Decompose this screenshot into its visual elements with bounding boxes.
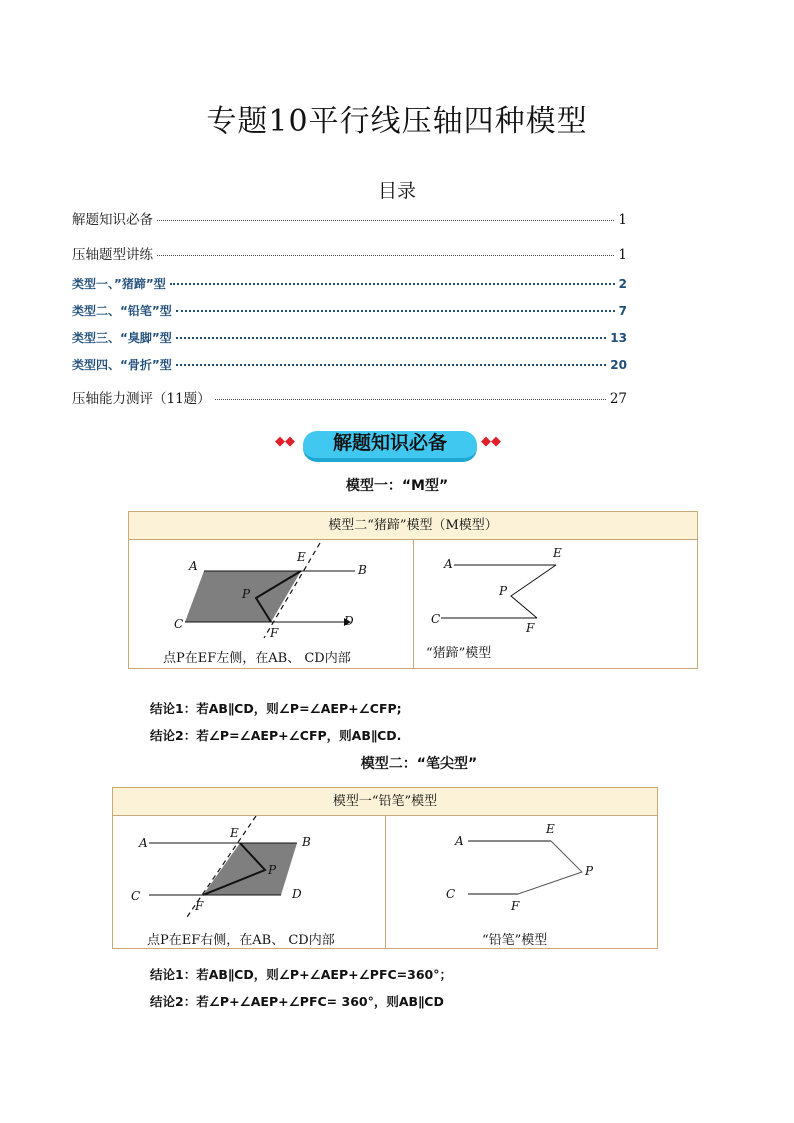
- toc-entry-label: 压轴题型讲练: [72, 247, 153, 263]
- label-f: F: [270, 626, 279, 640]
- toc-leader: [176, 310, 615, 312]
- label-a: A: [455, 834, 464, 848]
- toc-entry-page: 13: [610, 331, 627, 345]
- toc-entry-label: 解题知识必备: [72, 212, 153, 228]
- label-a: A: [139, 836, 148, 850]
- toc-entry[interactable]: [72, 208, 627, 228]
- page-title: 专题10平行线压轴四种模型: [206, 104, 588, 139]
- model2-conclusion-1: 结论1：若AB∥CD，则∠P+∠AEP+∠PFC=360°；: [150, 967, 452, 982]
- label-f: F: [511, 899, 520, 913]
- model1-box: [128, 511, 698, 669]
- toc-leader: [176, 337, 607, 339]
- model2-heading: 模型二：“笔尖型”: [360, 756, 478, 772]
- toc-leader: [157, 255, 614, 256]
- label-a: A: [189, 559, 198, 573]
- label-a: A: [444, 557, 453, 571]
- label-d: D: [292, 887, 302, 901]
- toc-entry-page: 7: [618, 304, 627, 318]
- model1-conclusion-1: 结论1：若AB∥CD，则∠P=∠AEP+∠CFP;: [150, 701, 402, 716]
- toc-entry-label: 类型一、”猪蹄”型: [72, 277, 166, 291]
- toc-entry-label: 类型三、“臭脚”型: [72, 331, 172, 345]
- model1-left-caption: 点P在EF左侧，在AB、 CD内部: [163, 651, 351, 666]
- toc-entry-page: 2: [618, 277, 627, 291]
- model1-conclusion-2: 结论2：若∠P=∠AEP+∠CFP，则AB∥CD.: [150, 728, 402, 743]
- label-p: P: [268, 863, 277, 877]
- model2-right-figure: [386, 816, 657, 948]
- label-c: C: [446, 887, 456, 901]
- label-c: C: [431, 612, 441, 626]
- toc-entry[interactable]: [72, 302, 627, 319]
- toc-entry-label: 类型四、“骨折”型: [72, 358, 172, 372]
- toc-leader: [215, 399, 606, 400]
- section-banner: [275, 426, 520, 462]
- toc-leader: [157, 220, 614, 221]
- model1-box-header: 模型二“猪蹄”模型（M模型）: [129, 512, 697, 540]
- label-c: C: [131, 889, 141, 903]
- toc-entry-page: 1: [618, 247, 627, 263]
- label-b: B: [302, 835, 311, 849]
- segment-epf: [518, 841, 582, 894]
- model2-box-header: 模型一“铅笔”模型: [113, 788, 657, 816]
- label-b: B: [358, 563, 367, 577]
- toc-entry[interactable]: [72, 387, 627, 407]
- label-p: P: [499, 584, 508, 598]
- toc-entry[interactable]: [72, 275, 627, 292]
- model1-left-figure: [129, 540, 413, 668]
- label-e: E: [297, 550, 306, 564]
- model1-heading: 模型一：“M型”: [345, 478, 449, 494]
- model2-left-caption: 点P在EF右侧，在AB、 CD内部: [147, 933, 335, 948]
- shaded-region: [203, 843, 297, 895]
- model2-right-caption: “铅笔”模型: [482, 933, 548, 948]
- segment-epf: [511, 565, 556, 618]
- banner-label: 解题知识必备: [332, 432, 447, 454]
- toc-leader: [176, 364, 607, 366]
- toc-heading: 目录: [377, 180, 416, 202]
- label-p: P: [585, 864, 594, 878]
- label-d: D: [344, 614, 354, 628]
- toc-entry[interactable]: [72, 329, 627, 346]
- label-c: C: [174, 617, 184, 631]
- toc-entry-label: 压轴能力测评（11题）: [72, 391, 211, 407]
- label-e: E: [230, 826, 239, 840]
- toc-leader: [170, 283, 615, 285]
- label-f: F: [195, 899, 204, 913]
- model2-left-figure: [113, 816, 385, 948]
- label-f: F: [526, 621, 535, 635]
- toc-entry-page: 20: [610, 358, 627, 372]
- toc-entry-label: 类型二、“铅笔”型: [72, 304, 172, 318]
- model2-box: [112, 787, 658, 949]
- diamond-icon: ◆◆: [275, 434, 295, 449]
- diamond-icon: ◆◆: [481, 434, 501, 449]
- label-e: E: [553, 546, 562, 560]
- toc-entry[interactable]: [72, 356, 627, 373]
- label-p: P: [242, 587, 251, 601]
- model1-right-figure: [414, 540, 697, 668]
- label-e: E: [546, 822, 555, 836]
- toc-entry-page: 1: [618, 212, 627, 228]
- model2-conclusion-2: 结论2：若∠P+∠AEP+∠PFC= 360°，则AB∥CD: [150, 994, 444, 1009]
- toc-entry[interactable]: [72, 243, 627, 263]
- toc-entry-page: 27: [609, 391, 627, 407]
- model1-right-caption: “猪蹄”模型: [426, 646, 492, 661]
